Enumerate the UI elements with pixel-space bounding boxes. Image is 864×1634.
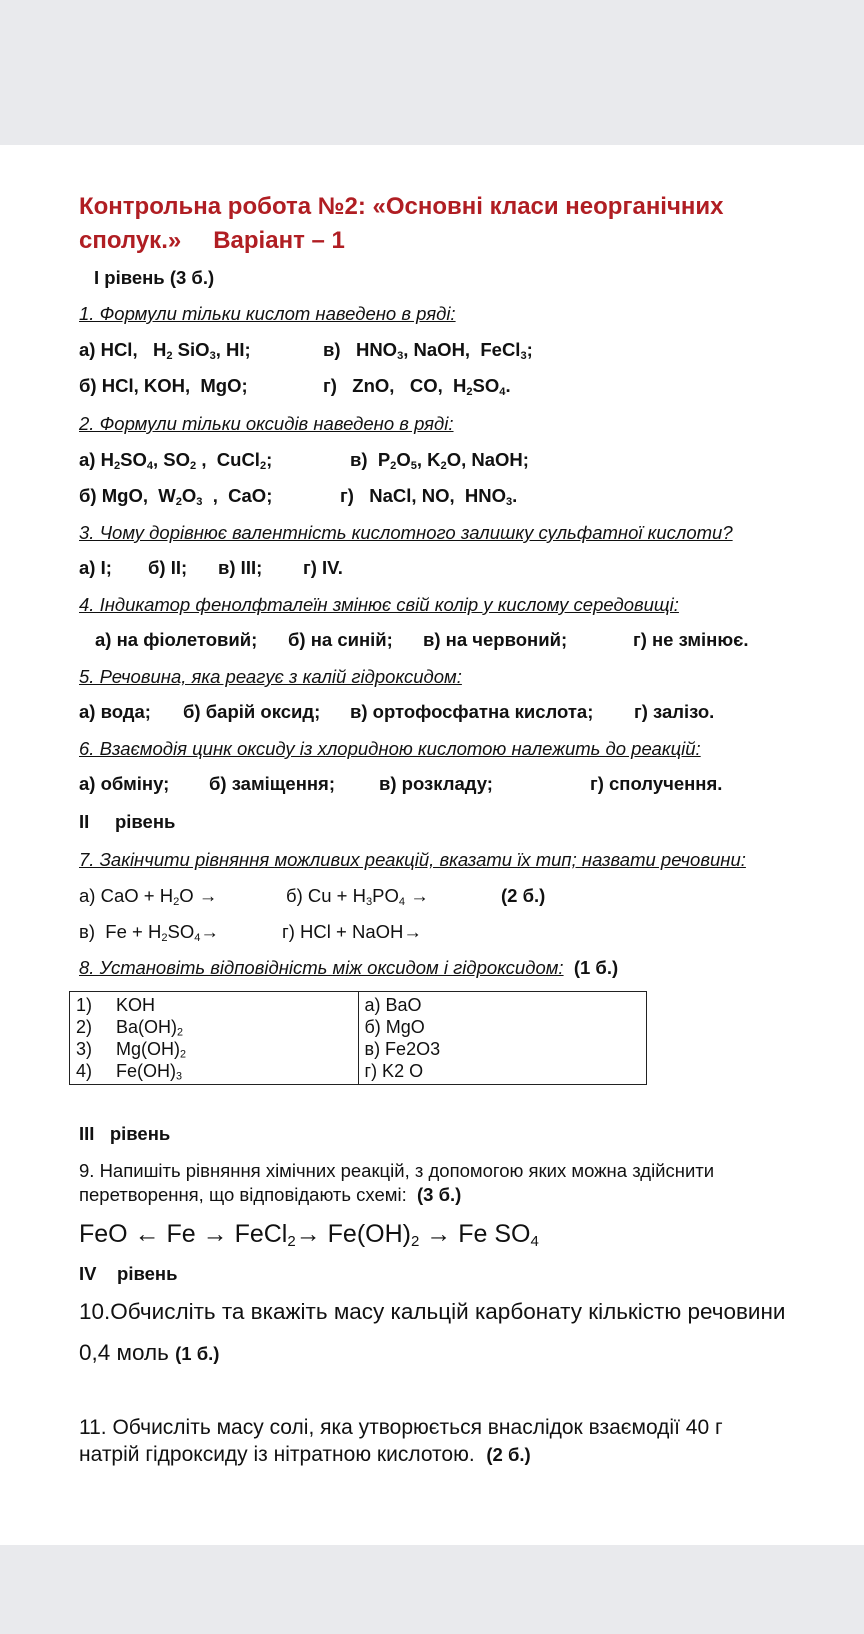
q9-scheme: FeO ← Fe → FeCl$_2$→ $Fe(OH)_2 \to Fe$ $SO_4$ (79, 1220, 539, 1250)
level-1-heading: І рівень (3 б.) (94, 267, 215, 288)
q3-option-v: в) III; (218, 557, 263, 578)
q8-hydroxides-column (70, 992, 359, 1085)
q2-question: 2. Формули тільки оксидів наведено в ряді: (79, 413, 454, 434)
q8-hydroxide-2: 2) $Ba(OH)_2$ (76, 1017, 184, 1039)
level-2-heading: ІІ рівень (79, 811, 176, 832)
q6-option-a: а) обміну; (79, 773, 170, 794)
q1-option-a: а) HCl, $H_2$ SiO$_3$, HI; (79, 339, 251, 362)
q1-option-b: б) HCl, KOH, MgO; (79, 375, 248, 396)
q5-question: 5. Речовина, яка реагує з калій гідроксидом: (79, 666, 462, 687)
q6-option-g: г) сполучення. (590, 773, 723, 794)
q5-option-b: б) барій оксид; (183, 701, 321, 722)
title-topic-end: сполук.» (79, 227, 182, 254)
q3-option-g: г) IV. (303, 557, 343, 578)
q1-question: 1. Формули тільки кислот наведено в ряді: (79, 303, 456, 324)
q8-oxide-a: а) BaO (364, 995, 422, 1015)
q9-text: перетворення, що відповідають схемі: (79, 1184, 407, 1205)
q10-line-1: 10.Обчисліть та вкажіть масу кальцій карбонату кількістю речовини (79, 1299, 786, 1324)
q4-option-v: в) на червоний; (423, 629, 568, 650)
q7-reaction-v: в) $Fe + H_2SO_4\to$ (79, 921, 219, 944)
q7-reaction-g: г) HCl + NaOH→ (282, 921, 422, 942)
level-3-heading: ІІІ рівень (79, 1123, 171, 1144)
q4-option-a: а) на фіолетовий; (95, 629, 258, 650)
q1-option-v: в) $HNO_3$, NaOH, FeCl$_3$; (323, 339, 533, 362)
q4-option-g: г) не змінює. (633, 629, 749, 650)
q2-option-b: б) MgO, $W_2O_3$ , CaO; (79, 485, 273, 508)
level-4-heading: IV рівень (79, 1263, 178, 1284)
q4-option-b: б) на синій; (288, 629, 393, 650)
q9-points: (3 б.) (417, 1184, 462, 1205)
q6-option-b: б) заміщення; (209, 773, 335, 794)
q8-hydroxide-3: 3) $Mg(OH)_2$ (76, 1039, 187, 1061)
q7-reaction-b: б) $Cu + H_3PO_4$ → (286, 885, 429, 908)
q8-oxides-column (358, 992, 647, 1085)
q8-line (79, 956, 618, 980)
q2-option-v: в) $P_2O_5$, $K_2O$, NaOH; (350, 449, 529, 472)
q2-option-g: г) NaCl, NO, $HNO_3$. (340, 485, 518, 508)
q8-question: 8. Установіть відповідність між оксидом і гідроксидом: (79, 957, 564, 978)
q8-oxide-g: г) K2 O (364, 1061, 424, 1081)
q4-question: 4. Індикатор фенолфталеїн змінює свій колір у кислому середовищі: (79, 594, 679, 615)
q8-oxide-b: б) MgO (364, 1017, 425, 1037)
q1-option-g: г) ZnO, CO, $H_2SO_4$. (323, 375, 511, 398)
q3-question: 3. Чому дорівнює валентність кислотного залишку сульфатної кислоти? (79, 522, 733, 543)
q3-option-b: б) II; (148, 557, 188, 578)
q7-question: 7. Закінчити рівняння можливих реакцій, вказати їх тип; назвати речовини: (79, 849, 746, 870)
q3-option-a: а) I; (79, 557, 112, 578)
q8-oxide-v: в) Fe2O3 (364, 1039, 441, 1059)
q5-option-a: а) вода; (79, 701, 151, 722)
q2-option-a: а) $H_2SO_4$, $SO_2$ , CuCl$_2$; (79, 449, 273, 472)
q9-line-1: 9. Напишіть рівняння хімічних реакцій, з допомогою яких можна здійснити (79, 1160, 715, 1181)
q9-line-2 (79, 1183, 461, 1207)
q10-line-2 (79, 1338, 219, 1369)
q11-points: (2 б.) (486, 1444, 531, 1465)
q11-text: натрій гідроксиду із нітратною кислотою. (79, 1443, 475, 1466)
q7-reaction-a: а) CaO + $H_2O$ → (79, 885, 218, 908)
title-line-2 (79, 225, 345, 257)
q8-match-table (69, 991, 647, 1085)
q8-points: (1 б.) (573, 957, 619, 978)
q10-text: 0,4 моль (79, 1340, 169, 1365)
q8-hydroxide-1: 1) KOH (76, 995, 156, 1015)
variant-label: Варіант – 1 (213, 227, 345, 254)
q7-points: (2 б.) (501, 885, 546, 906)
q10-points: (1 б.) (175, 1343, 220, 1364)
q11-line-2 (79, 1442, 531, 1468)
q8-hydroxide-4: 4) $Fe(OH)_3$ (76, 1061, 183, 1083)
q6-option-v: в) розкладу; (379, 773, 493, 794)
q11-line-1: 11. Обчисліть масу солі, яка утворюється внаслідок взаємодії 40 г (79, 1416, 723, 1439)
q5-option-g: г) залізо. (634, 701, 715, 722)
q5-option-v: в) ортофосфатна кислота; (350, 701, 594, 722)
q6-question: 6. Взаємодія цинк оксиду із хлоридною кислотою належить до реакцій: (79, 738, 701, 759)
title-line-1: Контрольна робота №2: «Основні класи неорганічних (79, 193, 724, 220)
